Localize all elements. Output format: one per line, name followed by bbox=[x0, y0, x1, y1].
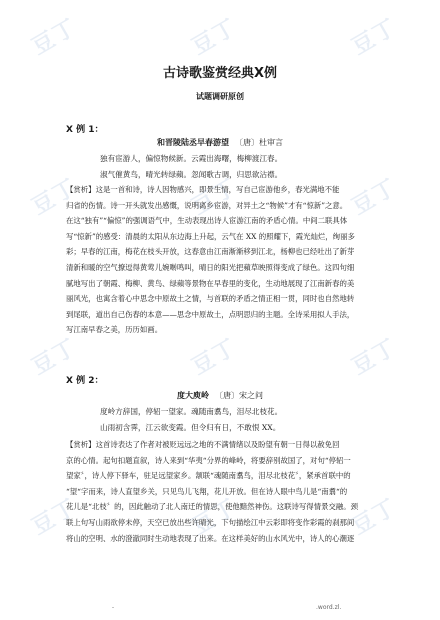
analysis-line: 望家〞，诗人停下驿车，驻足远望家乡。颔联“魂随南翥鸟，泪尽北枝花〞，紧承首联中的 bbox=[66, 471, 351, 481]
poem-line: 山雨初含霁，江云欲变霞。但令归有日，不敢恨 XX。 bbox=[100, 422, 281, 432]
poem-line: 独有宦游人，偏惊物候新。云霞出海曙，梅柳渡江春。 bbox=[100, 154, 283, 163]
analysis-line: 将山的空明、水的澄澈同时生动地表现了出来。在这样美好的山水风光中，诗人的心潮逐 bbox=[66, 533, 355, 543]
poem-body bbox=[100, 404, 282, 435]
analysis-line: 写“惊新”的感受：清晨的太阳从东边海上升起，云气在 XX 的照耀下，霞光灿烂，绚丽多 bbox=[66, 231, 355, 241]
watermark: 豆丁 bbox=[187, 14, 243, 61]
analysis-line: 归省的伤情。诗一开头就发出感慨，说明离乡宦游，对异土之“物候”才有“惊新”之意。 bbox=[66, 200, 348, 210]
example-label: X 例 2： bbox=[66, 376, 104, 386]
document-subtitle: 试题调研原创 bbox=[196, 92, 244, 101]
analysis-line: 京的心情。起句扣题直叙，诗人来到“华夷“分界的峰岭，将要辞别故国了，对句“停轺一 bbox=[66, 455, 351, 465]
example-label: X 例 1： bbox=[66, 125, 104, 135]
analysis-line: 腻地写出了朝霞、梅柳、黄鸟、绿蘋等景物在早春里的变化，生动地展现了江南新春的美 bbox=[66, 278, 355, 288]
watermark: 豆丁 bbox=[27, 174, 83, 221]
footer-left: - bbox=[112, 604, 115, 611]
analysis-line: 在这“独有”“偏惊”的强调语气中，生动表现出诗人宦游江南的矛盾心情。中间二联具体 bbox=[66, 216, 348, 226]
poem-title: 和晋陵陆丞早春游望 bbox=[157, 138, 229, 147]
watermark: 豆丁 bbox=[347, 14, 403, 61]
analysis-line: 【赏析】这首诗表达了作者对被贬远远之地的不满情绪以及盼望有朝一日得以赦免回 bbox=[66, 440, 340, 449]
poem-author: 〔唐〕宋之问 bbox=[215, 391, 263, 400]
analysis-line: 清新和暖的空气撩逗得黄莺儿婉啭鸣叫，晴日的阳光把蘋草映照得变成了绿色。这四句细 bbox=[66, 262, 355, 272]
analysis-line: 丽风光，也寓含着心中思念中原故土之情，与首联的矛盾之情正相一贯，同时也自然地转 bbox=[66, 294, 355, 304]
analysis-line: 【赏析】这是一首和诗，诗人因物感兴，即景生情，写自己宦游他乡，春光满地不能 bbox=[66, 185, 340, 194]
watermark: 豆丁 bbox=[347, 334, 403, 381]
poem-author: 〔唐〕杜审言 bbox=[235, 138, 283, 147]
watermark: 豆丁 bbox=[347, 494, 403, 541]
watermark: 豆丁 bbox=[27, 494, 83, 541]
watermark: 豆丁 bbox=[27, 14, 83, 61]
analysis-line: 联上句写山雨欲停未停，天空已放出些许晴光，下句描绘江中云彩即将变作彩霞的刹那间 bbox=[66, 517, 355, 527]
analysis-line: 彩；早春的江南，梅花在枝头开放，这春意由江南渐渐移到江北，杨柳也已经吐出了新芽 bbox=[66, 247, 355, 257]
analysis-paragraph bbox=[66, 437, 384, 546]
poem-heading bbox=[0, 137, 440, 148]
analysis-line: 花儿是“北枝〞的，因此触动了北人南迁的情思，使他黯然神伤。这联诗写得情景交融。颈 bbox=[66, 502, 359, 512]
poem-heading bbox=[0, 390, 440, 401]
watermark: 豆丁 bbox=[187, 174, 243, 221]
analysis-line: 到尾联，道出自己伤春的本意——思念中原故土，点明思归的主题。全诗采用拟人手法， bbox=[66, 309, 355, 319]
watermark: 豆丁 bbox=[187, 334, 243, 381]
poem-line: 淑气催黄鸟，晴光转绿蘋。忽闻歌古调，归思欲沾襟。 bbox=[100, 169, 283, 179]
poem-body bbox=[100, 151, 282, 182]
document-title: 古诗歌鉴赏经典X例 bbox=[162, 66, 278, 81]
poem-line: 度岭方辞国，停轺一望家。魂随南翥鸟，泪尽北枝花。 bbox=[100, 407, 283, 416]
analysis-line: “望“字而来，诗人直望乡关，只见鸟儿飞翔，花儿开放。但在诗人眼中鸟儿是“南翥“的 bbox=[66, 486, 348, 496]
analysis-line: 写江南早春之美，历历如画。 bbox=[66, 325, 163, 335]
poem-title: 度大庾岭 bbox=[177, 391, 209, 400]
watermark: 豆丁 bbox=[187, 494, 243, 541]
analysis-paragraph bbox=[66, 182, 384, 338]
watermark: 豆丁 bbox=[347, 174, 403, 221]
footer-right: .word.zl. bbox=[316, 604, 342, 611]
watermark: 豆丁 bbox=[27, 334, 83, 381]
